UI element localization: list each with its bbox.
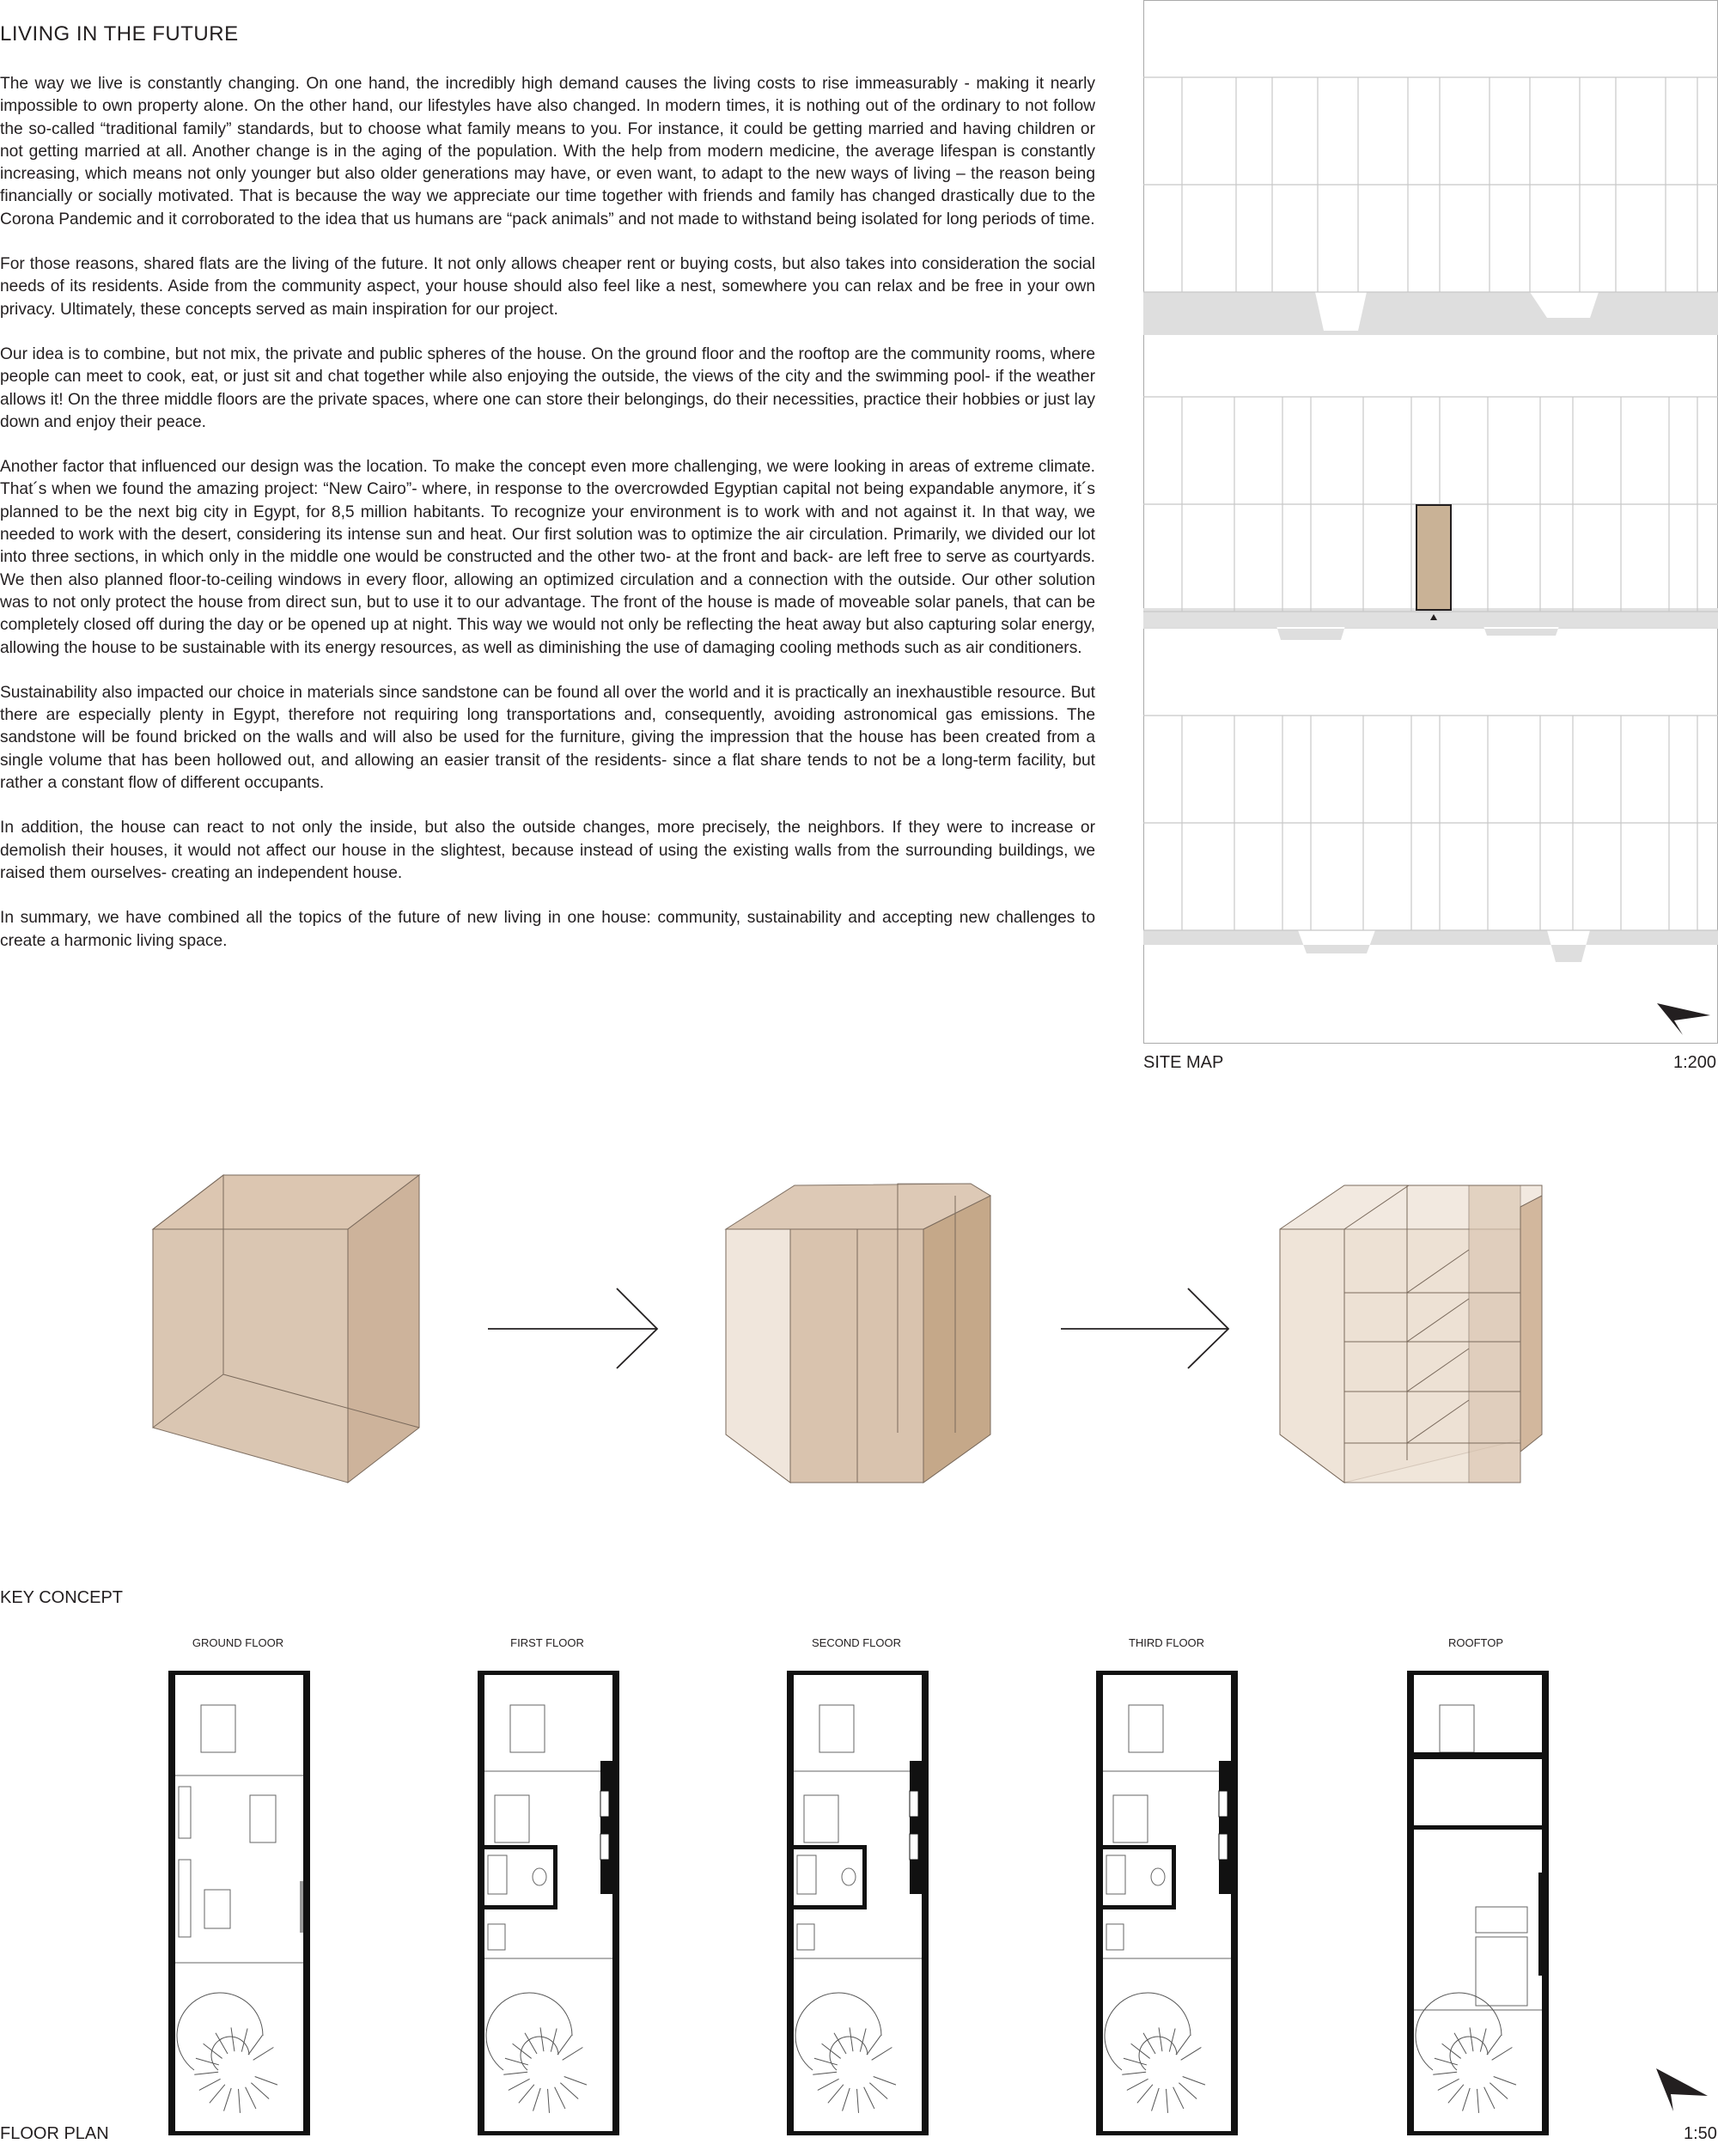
wall — [1542, 1671, 1549, 2135]
wall — [168, 1671, 175, 2135]
paragraph: Sustainability also impacted our choice in materials since sandstone can be found all over the world and it is practically an inexhaustible resource. But there are especially plenty in Egypt, therefore not requiring long transportations and, consequently, avoiding astronomical gas emissions. The sandstone will be found bricked on the walls and will also be used for the furniture, giving the impression that the house has been created from a single volume that has been hollowed out, and allowing an easier transit of the residents- since a flat share tends to not be a long-term facility, but rather a constant flow of different occupants. — [0, 683, 1095, 793]
paragraph: In addition, the house can react to not only the inside, but also the outside changes, more precisely, the neighbors. If they were to increase or demolish their houses, it would not affect our house in the slightest, because instead of using the existing walls from the surrounding buildings, we raised them ourselves- creating an independent house. — [0, 819, 1095, 882]
massing-solid — [153, 1175, 419, 1483]
wall — [612, 1671, 619, 2135]
arrow-right-icon — [1061, 1288, 1228, 1368]
floor-plan-rooftop — [1407, 1671, 1549, 2135]
floor-plan-label: FLOOR PLAN — [0, 2124, 109, 2143]
paragraph: In summary, we have combined all the topics of the future of new living in one house: community, sustainability and accepting new challenges to create a harmonic living space. — [0, 909, 1095, 950]
floor-label-ground: GROUND FLOOR — [192, 1636, 284, 1649]
wall — [1096, 1671, 1103, 2135]
floor-label-first: FIRST FLOOR — [510, 1636, 584, 1649]
wall — [922, 1671, 929, 2135]
site-map-label: SITE MAP — [1143, 1053, 1224, 1072]
wall — [1407, 1671, 1414, 2135]
body-text — [0, 73, 1095, 975]
paragraph: For those reasons, shared flats are the living of the future. It not only allows cheaper rent or buying costs, but also takes into consideration the social needs of its residents. Aside from the community aspect, your house should also feel like a nest, somewhere you can relax and be free in your own privacy. Ultimately, these concepts served as main inspiration for our project. — [0, 255, 1095, 319]
wall — [303, 1671, 310, 2135]
arrow-right-icon — [488, 1288, 657, 1368]
project-plot — [1416, 505, 1451, 610]
floor-plan-first — [478, 1671, 619, 2135]
spiral-stair-icon — [486, 1993, 587, 2113]
floor-label-rooftop: ROOFTOP — [1447, 1636, 1504, 1649]
floor-plan-scale: 1:50 — [1684, 2124, 1717, 2143]
floor-plan-second — [787, 1671, 929, 2135]
spiral-stair-icon — [1105, 1993, 1205, 2113]
spiral-stair-icon — [1416, 1993, 1516, 2113]
floor-plan-ground — [168, 1671, 310, 2135]
key-concept-label: KEY CONCEPT — [0, 1588, 123, 1607]
site-map — [1143, 0, 1718, 1044]
paragraph: Another factor that influenced our design was the location. To make the concept even more challenging, we were looking in areas of extreme climate. That´s when we found the amazing project: “New Cairo”- where, in response to the overcrowded Egyptian capital not being expandable anymore, it´s planned to be the next big city in Egypt, for 8,5 million habitants. To recognize your environment is to work with and not against it. In that way, we needed to work with the desert, considering its intense sun and heat. Our first solution was to optimize the air circulation. Primarily, we divided our lot into three sections, in which only in the middle one would be constructed and the other two- at the front and back- are left free to serve as courtyards. We then also planned floor-to-ceiling windows in every floor, allowing an optimized circulation and a connection with the outside. Our other solution was to not only protect the house from direct sun, but to use it to our advantage. The front of the house is made of moveable solar panels, that can be completely closed off during the day or be opened up at night. This way we would not only be reflecting the heat away but also capturing solar energy, allowing the house to be sustainable with its energy resources, as well as diminishing the use of damaging cooling methods such as air conditioners. — [0, 458, 1095, 657]
paragraph: The way we live is constantly changing. On one hand, the incredibly high demand causes the living costs to rise immeasurably - making it nearly impossible to own property alone. On the other hand, our lifestyles have also changed. In modern times, it is nothing out of the ordinary to not follow the so-called “traditional family” standards, but to choose what family means to you. For instance, it could be getting married and having children or not getting married at all. Another change is in the aging of the population. With the help from modern medicine, the average lifespan is constantly increasing, which means not only younger but also older generations may have, or even want, to adapt to the new ways of living – the reason being financially or socially motivated. That is because the way we appreciate our time together with friends and family has changed drastically due to the Corona Pandemic and it corroborated to the idea that us humans are “pack animals” and not made to withstand being isolated for long periods of time. — [0, 75, 1095, 228]
wall — [787, 1671, 794, 2135]
wall — [478, 1671, 484, 2135]
spiral-stair-icon — [795, 1993, 896, 2113]
spiral-stair-icon — [177, 1993, 277, 2113]
paragraph: Our idea is to combine, but not mix, the private and public spheres of the house. On the ground floor and the rooftop are the community rooms, where people can meet to cook, eat, or just sit and chat together while also enjoying the outside, the views of the city and the swimming pool- if the weather allows it! On the three middle floors are the private spaces, where one can store their belongings, do their necessities, practice their hobbies or just lay down and enjoy their peace. — [0, 344, 1095, 431]
floor-label-third: THIRD FLOOR — [1128, 1636, 1205, 1649]
page-title: LIVING IN THE FUTURE — [0, 22, 239, 46]
massing-sliced — [726, 1184, 990, 1483]
floor-label-second: SECOND FLOOR — [811, 1636, 901, 1649]
massing-hollowed — [1280, 1185, 1542, 1483]
wall — [1231, 1671, 1238, 2135]
site-map-scale: 1:200 — [1673, 1053, 1717, 1072]
floor-plan-third — [1096, 1671, 1238, 2135]
north-arrow-icon — [1656, 2068, 1708, 2111]
